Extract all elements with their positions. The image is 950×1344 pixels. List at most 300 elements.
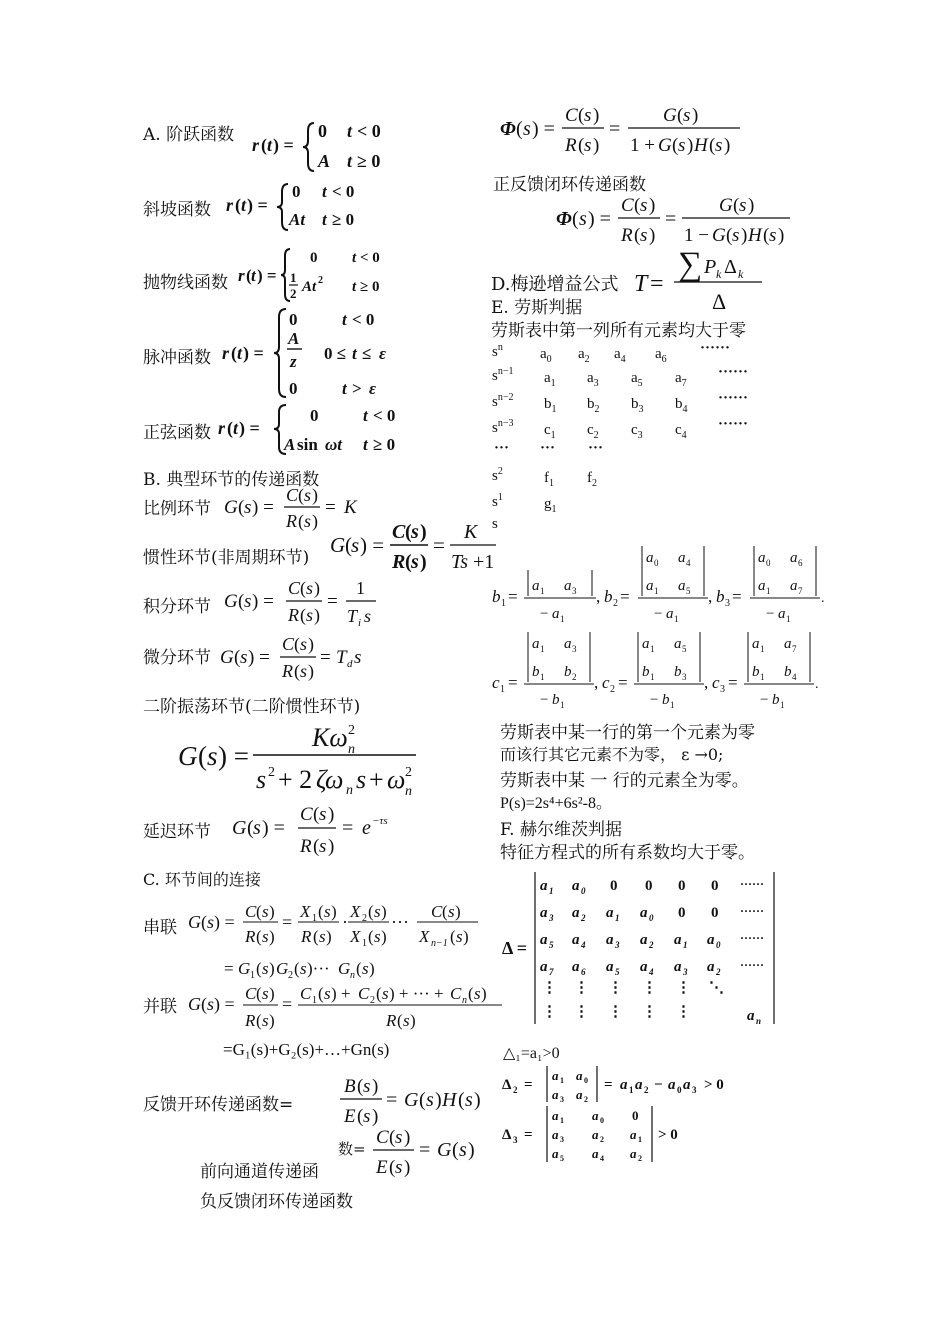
integral-formula (224, 574, 384, 630)
svg-text:=: = (320, 647, 331, 668)
svg-text:) =: ) = (239, 418, 260, 438)
svg-text:1: 1 (670, 700, 675, 710)
svg-text:a: a (606, 959, 614, 975)
svg-text:5: 5 (549, 940, 554, 950)
svg-text:b: b (784, 664, 792, 680)
svg-text:s: s (584, 105, 592, 126)
svg-text:X: X (350, 902, 361, 921)
svg-text:0 ≤: 0 ≤ (324, 344, 347, 363)
svg-text:s: s (244, 591, 252, 612)
svg-text:0: 0 (310, 406, 319, 425)
svg-text:2: 2 (290, 286, 297, 301)
svg-text:2: 2 (610, 684, 615, 695)
svg-text:s: s (356, 765, 367, 794)
svg-text:a: a (630, 1127, 637, 1142)
svg-text:t: t (322, 182, 327, 201)
svg-text:ω: ω (387, 765, 406, 794)
svg-text:C: C (376, 1127, 389, 1148)
svg-text:1 +: 1 + (630, 135, 655, 156)
svg-text:0: 0 (678, 878, 686, 894)
svg-text:=: = (224, 959, 234, 978)
svg-text:⋮: ⋮ (642, 980, 657, 996)
svg-text:1: 1 (638, 1135, 642, 1144)
svg-text:1: 1 (674, 614, 679, 624)
svg-text:t: t (267, 135, 273, 155)
impulse-label: 脉冲函数 (143, 348, 211, 368)
svg-text:b: b (752, 664, 760, 680)
svg-text:(: ( (318, 984, 324, 1003)
proportional-label: 比例环节 (143, 499, 211, 519)
svg-text:s: s (678, 135, 686, 156)
svg-text:(: ( (419, 1089, 426, 1111)
svg-text:Φ: Φ (556, 208, 572, 230)
svg-text:a: a (640, 905, 648, 921)
svg-text:−τs: −τs (372, 815, 388, 827)
svg-text:) =: ) = (360, 533, 385, 557)
svg-text:.: . (815, 677, 819, 692)
hurwitz-title: F. 赫尔维茨判据 (500, 820, 622, 840)
svg-text:2: 2 (405, 765, 412, 780)
svg-text:(: ( (298, 485, 304, 505)
routh-title: E. 劳斯判据 (491, 298, 583, 318)
svg-text:⋮: ⋮ (676, 1004, 691, 1020)
section-a-step-label: A. 阶跃函数 (143, 125, 235, 145)
svg-text:) +: ) + (331, 984, 351, 1003)
svg-text:−: − (650, 692, 659, 708)
svg-text:< 0: < 0 (360, 250, 380, 266)
svg-text:7: 7 (549, 967, 554, 977)
svg-text:H: H (442, 1089, 457, 1111)
negative-feedback-formula (500, 98, 750, 160)
svg-text:C: C (300, 804, 313, 825)
svg-text:−: − (760, 692, 769, 708)
svg-text:1: 1 (560, 1116, 564, 1125)
svg-text:): ) (593, 135, 600, 156)
svg-text:t: t (352, 279, 357, 295)
svg-text:0: 0 (581, 886, 586, 896)
svg-text:s: s (262, 902, 269, 921)
svg-text:): ) (420, 521, 427, 543)
svg-text:0: 0 (318, 121, 327, 141)
positive-feedback-formula (556, 188, 806, 250)
svg-text:): ) (269, 902, 275, 921)
svg-text:2: 2 (362, 913, 367, 924)
svg-text:(: ( (397, 1011, 403, 1030)
svg-text:s: s (474, 984, 481, 1003)
svg-text:a: a (758, 550, 766, 566)
svg-text:4: 4 (792, 672, 797, 682)
routh-note-all-zero: 劳斯表中某 一 行的元素全为零。 (500, 771, 749, 791)
svg-text:(: ( (733, 195, 740, 216)
svg-text:G: G (178, 741, 198, 771)
svg-text:H: H (694, 135, 708, 156)
svg-text:): ) (328, 804, 335, 825)
svg-text:a: a (532, 578, 540, 594)
svg-text:) =: ) = (247, 195, 268, 215)
svg-text:R: R (282, 661, 293, 681)
svg-text:2: 2 (613, 598, 618, 609)
svg-text:) + ··· +: ) + ··· + (389, 984, 444, 1003)
svg-text:2: 2 (288, 970, 293, 981)
svg-text:): ) (369, 959, 375, 978)
positive-feedback-label: 正反馈闭环传递函数 (493, 175, 646, 195)
svg-text:a: a (646, 550, 654, 566)
svg-text:(: ( (256, 1011, 262, 1030)
svg-text:Δ: Δ (724, 256, 737, 278)
svg-text:=: = (609, 118, 621, 140)
svg-text:1: 1 (766, 586, 771, 596)
svg-text:·: · (342, 912, 348, 932)
svg-text:2: 2 (268, 765, 275, 780)
svg-text:t: t (352, 344, 357, 363)
svg-text:): ) (381, 927, 387, 946)
routh-note-epsilon: 而该行其它元素不为零， ε →0; (500, 745, 724, 764)
svg-text:R: R (300, 836, 312, 857)
svg-text:0: 0 (711, 905, 719, 921)
svg-text:a: a (642, 636, 650, 652)
svg-text:···: ··· (391, 912, 409, 932)
svg-text:(: ( (313, 836, 320, 857)
svg-text:1: 1 (362, 938, 367, 949)
svg-text:1: 1 (312, 913, 317, 924)
svg-text:s: s (240, 647, 248, 668)
svg-text:s: s (300, 959, 307, 978)
svg-text:s: s (300, 661, 308, 681)
svg-text:(: ( (201, 912, 207, 932)
svg-text:s: s (304, 511, 312, 531)
svg-text:C: C (282, 634, 295, 654)
svg-text:X: X (350, 927, 361, 946)
svg-text:R: R (621, 225, 633, 246)
svg-text:1: 1 (501, 598, 506, 609)
svg-text:s: s (456, 927, 463, 946)
svg-text:n: n (350, 970, 355, 981)
svg-text:c: c (492, 673, 500, 692)
svg-text:c: c (602, 673, 610, 692)
svg-text:t: t (251, 266, 256, 285)
svg-text:a: a (606, 905, 614, 921)
forward-path-formula (370, 1122, 490, 1178)
svg-text:A: A (284, 435, 296, 454)
svg-text:(: ( (298, 511, 304, 531)
svg-text:5: 5 (686, 586, 691, 596)
svg-text:G: G (188, 912, 201, 932)
svg-text:s: s (769, 225, 777, 246)
svg-text:): ) (410, 1011, 416, 1030)
parallel-formula (188, 980, 508, 1036)
svg-text:4: 4 (649, 967, 654, 977)
routh-array: $s^n$ $a_0$ $a_2$ $a_4$ $a_6$ ······ $s^{n-1}$ $a_1$ $a_3$ $a_5$ $a_7$ ······ $s^{n-2}$ $b_1$ $b_2$ $b_3$ $b_4$ ······ $s^{n-3}$ $c_1$ $c_2$ $c_3$ $c_4$ ······ ··· ··· ··· $s^2$ $f_1$ $f_2$ $s^1$ $g_1$ s (492, 340, 749, 532)
svg-text:3: 3 (513, 1135, 518, 1145)
svg-text:Δ: Δ (502, 1077, 512, 1093)
svg-text:): ) (649, 195, 656, 216)
svg-text:G: G (276, 959, 289, 978)
svg-text:s: s (262, 984, 269, 1003)
step-function-formula (252, 115, 402, 175)
svg-text:7: 7 (792, 644, 797, 654)
delay-label: 延迟环节 (143, 822, 211, 842)
svg-text:A: A (288, 329, 300, 348)
svg-text:(: ( (294, 634, 300, 654)
svg-text:a: a (552, 1087, 559, 1102)
svg-text:(: ( (256, 959, 262, 978)
svg-text:s: s (395, 1127, 403, 1148)
svg-text:): ) (331, 902, 337, 921)
svg-text:X: X (300, 902, 311, 921)
svg-text:(: ( (578, 135, 585, 156)
svg-text:⋮: ⋮ (574, 1004, 589, 1020)
svg-text:1: 1 (615, 913, 620, 923)
svg-text:C: C (621, 195, 634, 216)
svg-text:G: G (658, 135, 672, 156)
svg-text:): ) (372, 1076, 379, 1097)
series-formula (188, 898, 488, 988)
svg-text:Ts: Ts (451, 551, 469, 573)
svg-text:i: i (358, 617, 362, 629)
svg-text:G: G (232, 817, 247, 839)
svg-text:+ 2: + 2 (278, 765, 313, 794)
svg-text:s: s (584, 135, 592, 156)
svg-text:6: 6 (798, 558, 803, 568)
svg-text:1: 1 (629, 1085, 634, 1095)
svg-text:(: ( (235, 195, 241, 215)
svg-text:G: G (224, 591, 238, 612)
svg-text:): ) (692, 105, 699, 126)
svg-text:······: ······ (740, 958, 765, 972)
svg-text:r: r (238, 266, 245, 285)
svg-text:K: K (344, 497, 357, 518)
svg-text:) =: ) = (214, 912, 235, 932)
svg-text:=: = (508, 673, 518, 692)
svg-text:a: a (635, 1077, 643, 1093)
svg-text:∑: ∑ (678, 246, 703, 283)
svg-text:ωt: ωt (325, 435, 343, 454)
svg-text:a: a (592, 1146, 599, 1161)
svg-text:1: 1 (786, 614, 791, 624)
delay-formula (232, 800, 392, 860)
svg-text:0: 0 (678, 905, 686, 921)
svg-text:(: ( (318, 902, 324, 921)
svg-text:s: s (395, 1157, 403, 1178)
parallel-label: 并联 (143, 997, 177, 1017)
svg-text:a: a (640, 932, 648, 948)
svg-text:Kω: Kω (312, 723, 348, 752)
svg-text:a: a (674, 636, 682, 652)
svg-text:a: a (758, 578, 766, 594)
svg-text:R: R (392, 551, 406, 573)
routh-b-coefficients (492, 540, 832, 630)
routh-example-polynomial: P(s)=2s⁴+6s²-8。 (500, 795, 612, 812)
svg-text:a: a (572, 905, 580, 921)
svg-text:): ) (468, 1139, 475, 1161)
svg-text:t: t (363, 435, 368, 454)
svg-text:=: = (728, 673, 738, 692)
svg-text:n: n (462, 995, 467, 1006)
svg-text:s: s (253, 817, 261, 839)
svg-text:): ) (463, 927, 469, 946)
hurwitz-delta1: △₁=a₁>0 (503, 1045, 560, 1062)
svg-text:=: = (282, 912, 293, 932)
svg-text:=: = (618, 673, 628, 692)
svg-text:): ) (474, 1089, 481, 1111)
hurwitz-delta3 (502, 1104, 702, 1166)
svg-text:R: R (286, 511, 297, 531)
svg-text:): ) (404, 1127, 411, 1148)
svg-text:E: E (344, 1106, 356, 1127)
svg-text:a: a (666, 606, 674, 622)
svg-text:,: , (704, 673, 709, 692)
svg-text:3: 3 (615, 940, 620, 950)
svg-text:C: C (431, 902, 443, 921)
svg-text:a: a (552, 606, 560, 622)
svg-text:(: ( (709, 135, 716, 156)
svg-text:a: a (683, 1077, 691, 1093)
sine-label: 正弦函数 (143, 423, 211, 443)
svg-text:(: ( (261, 135, 267, 155)
svg-text:······: ······ (740, 931, 765, 945)
svg-text:a: a (630, 1146, 637, 1161)
svg-text:1: 1 (290, 270, 297, 285)
forward-path-suffix: 数= (338, 1140, 366, 1158)
svg-text:=: = (604, 1077, 613, 1093)
svg-text:2: 2 (513, 1085, 518, 1095)
svg-text:0: 0 (600, 1116, 604, 1125)
svg-text:a: a (592, 1127, 599, 1142)
svg-text:T: T (336, 647, 347, 668)
svg-text:(: ( (227, 418, 233, 438)
svg-text:): ) (326, 927, 332, 946)
svg-text:t: t (241, 195, 247, 215)
svg-text:Δ: Δ (712, 289, 727, 314)
svg-text:): ) (269, 927, 275, 946)
svg-text:,: , (708, 587, 713, 606)
svg-text:1: 1 (650, 644, 655, 654)
svg-text:): ) (372, 1106, 379, 1127)
svg-text:): ) (724, 135, 731, 156)
svg-text:3: 3 (560, 1095, 564, 1104)
section-b-title: B. 典型环节的传递函数 (143, 470, 320, 490)
svg-text:s: s (411, 521, 419, 543)
svg-text:a: a (540, 878, 548, 894)
section-c-title: C. 环节间的连接 (143, 870, 261, 889)
svg-text:⋮: ⋮ (642, 1004, 657, 1020)
series-label: 串联 (143, 918, 177, 938)
svg-text:1: 1 (760, 672, 765, 682)
svg-text:(: ( (572, 208, 579, 230)
svg-text:s: s (207, 912, 215, 932)
svg-text:): ) (404, 1157, 411, 1178)
svg-text:3: 3 (720, 684, 725, 695)
svg-text:(: ( (763, 225, 770, 246)
svg-text:< 0: < 0 (357, 121, 381, 141)
svg-text:,: , (596, 587, 601, 606)
svg-text:(: ( (247, 817, 254, 839)
svg-text:(: ( (294, 959, 300, 978)
svg-text:b: b (716, 587, 725, 606)
svg-text:(: ( (368, 902, 374, 921)
svg-text:At: At (289, 210, 306, 229)
parallel-sum: =G₁(s)+G₂(s)+…+Gn(s) (223, 1040, 390, 1059)
svg-text:(: ( (231, 343, 237, 363)
svg-text:(: ( (313, 927, 319, 946)
svg-text:a: a (640, 959, 648, 975)
svg-text:r: r (252, 135, 260, 155)
integral-label: 积分环节 (143, 597, 211, 617)
svg-text:s: s (306, 605, 314, 625)
open-loop-label: 反馈开环传递函数= (143, 1095, 294, 1115)
svg-text:b: b (604, 587, 613, 606)
svg-text:s: s (382, 984, 389, 1003)
svg-text:(: ( (516, 118, 523, 140)
svg-text:k: k (716, 267, 722, 281)
svg-text:C: C (286, 485, 299, 505)
svg-text:s: s (715, 135, 723, 156)
svg-text:(: ( (634, 195, 641, 216)
svg-text:2: 2 (644, 1085, 649, 1095)
svg-text:s: s (262, 1011, 269, 1030)
svg-text:s: s (262, 959, 269, 978)
svg-text:R: R (301, 927, 312, 946)
svg-text:a: a (620, 1077, 628, 1093)
svg-text:(: ( (238, 497, 245, 518)
svg-text:(: ( (300, 605, 306, 625)
svg-text:): ) (481, 984, 487, 1003)
svg-text:a: a (674, 932, 682, 948)
hurwitz-delta2 (502, 1062, 782, 1106)
svg-text:b: b (564, 664, 572, 680)
svg-text:t: t (347, 121, 353, 141)
svg-text:3: 3 (683, 967, 688, 977)
derivative-label: 微分环节 (143, 648, 211, 668)
svg-text:5: 5 (560, 1154, 564, 1163)
svg-text:b: b (674, 664, 682, 680)
svg-text:s: s (244, 497, 252, 518)
svg-text:a: a (707, 932, 715, 948)
svg-text:): ) (741, 225, 748, 246)
svg-text:t: t (347, 151, 353, 171)
inertia-formula (330, 518, 505, 578)
svg-text:a: a (564, 578, 572, 594)
svg-text:G: G (719, 195, 733, 216)
svg-text:n−1: n−1 (431, 938, 448, 949)
svg-text:> 0: > 0 (704, 1077, 724, 1093)
svg-text:(: ( (389, 1157, 396, 1178)
svg-text:s: s (304, 485, 312, 505)
svg-text:(: ( (198, 741, 207, 771)
svg-text:s: s (465, 1089, 473, 1111)
svg-text:1: 1 (683, 940, 688, 950)
svg-text:=: = (620, 587, 630, 606)
svg-text:3: 3 (682, 672, 687, 682)
svg-text:n: n (756, 1016, 762, 1026)
svg-text:4: 4 (686, 558, 691, 568)
svg-text:a: a (540, 959, 548, 975)
svg-text:At: At (302, 279, 317, 295)
svg-text:0: 0 (289, 310, 298, 329)
svg-text:Δ =: Δ = (502, 938, 528, 958)
svg-text:(: ( (238, 591, 245, 612)
svg-text:a: a (606, 932, 614, 948)
svg-text:=: = (665, 208, 677, 230)
svg-text:≤: ≤ (362, 344, 372, 363)
svg-text:s: s (448, 902, 455, 921)
svg-text:< 0: < 0 (332, 182, 355, 201)
svg-text:2: 2 (370, 995, 375, 1006)
svg-text:3: 3 (692, 1085, 697, 1095)
svg-text:0: 0 (584, 1076, 588, 1085)
svg-text:(: ( (256, 984, 262, 1003)
svg-text:······: ······ (740, 904, 765, 918)
